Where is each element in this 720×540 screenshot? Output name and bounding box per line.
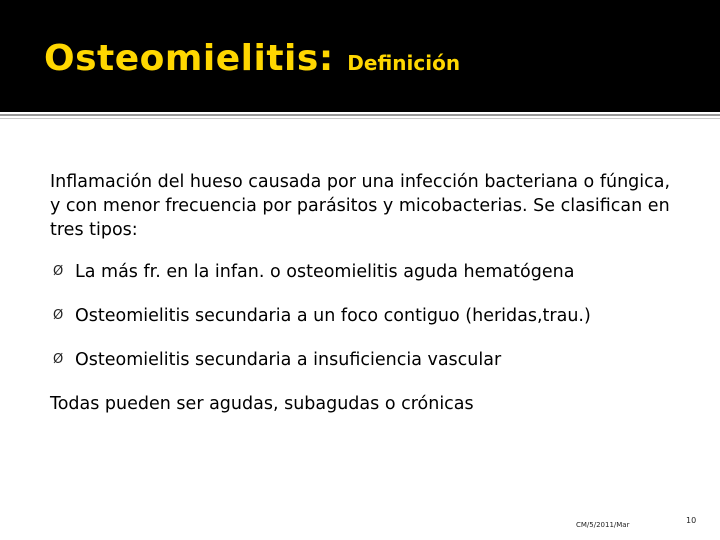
- type-list: [50, 260, 690, 372]
- list-item-text: La más fr. en la infan. o osteomielitis aguda hematógena: [75, 262, 575, 282]
- slide-body: [50, 170, 690, 416]
- divider-line: [0, 114, 720, 116]
- slide-title: [44, 38, 460, 79]
- list-item: [50, 348, 690, 372]
- arrow-bullet-icon: Ø: [53, 308, 64, 323]
- intro-paragraph: Inflamación del hueso causada por una infección bacteriana o fúngica, y con menor frecuencia por parásitos y micobacterias. Se clasifican en tres tipos:: [50, 172, 671, 240]
- footer-date: CM/5/2011/Mar: [576, 521, 630, 529]
- list-item-text: Osteomielitis secundaria a un foco contiguo (heridas,trau.): [75, 306, 591, 326]
- arrow-bullet-icon: Ø: [53, 352, 64, 367]
- slide-number: 10: [686, 516, 697, 525]
- closing-paragraph: Todas pueden ser agudas, subagudas o crónicas: [50, 394, 474, 414]
- arrow-bullet-icon: Ø: [53, 264, 64, 279]
- list-item-text: Osteomielitis secundaria a insuficiencia vascular: [75, 350, 502, 370]
- list-item: [50, 260, 690, 284]
- slide-subtitle: Definición: [347, 51, 461, 75]
- list-item: [50, 304, 690, 328]
- divider-line-thin: [0, 118, 720, 119]
- slide-title-main: Osteomielitis:: [44, 38, 334, 79]
